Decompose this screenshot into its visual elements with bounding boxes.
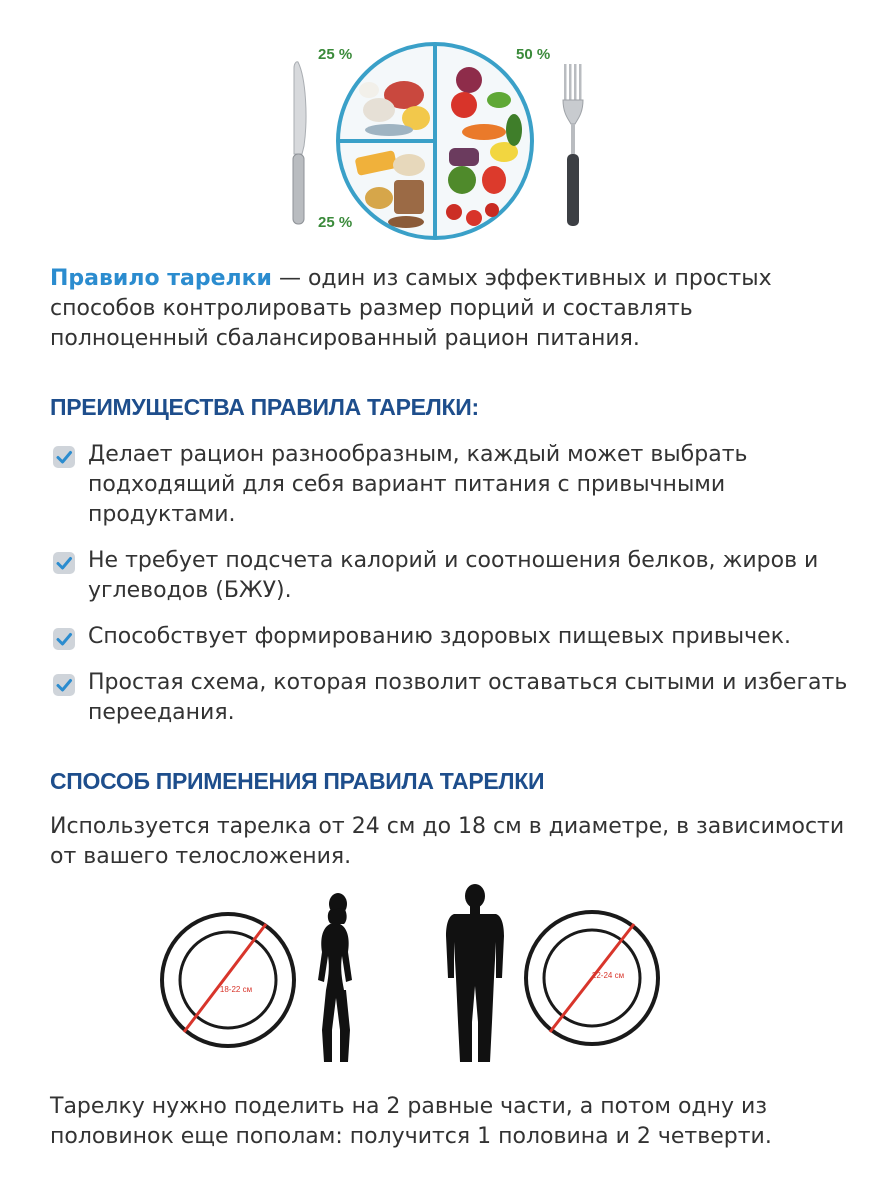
list-item (50, 622, 860, 652)
method-heading: СПОСОБ ПРИМЕНЕНИЯ ПРАВИЛА ТАРЕЛКИ (50, 768, 545, 794)
intro-text: — один из самых эффективных и простых способов контролировать размер порций и составлять полноценный сбалансированный рацион питания. (50, 266, 772, 351)
check-icon (52, 673, 76, 697)
division-text: Тарелку нужно поделить на 2 равные части, а потом одну из половинок еще пополам: получится 1 половина и 2 четверти. (50, 1094, 772, 1149)
fork-icon (560, 62, 586, 228)
plate-size-label-male: 22-24 см (591, 971, 625, 980)
benefit-text: Способствует формированию здоровых пищевых привычек. (88, 624, 791, 649)
list-item (50, 546, 860, 606)
plate-icon (334, 40, 536, 242)
method-text: Используется тарелка от 24 см до 18 см в диаметре, в зависимости от вашего телосложения. (50, 814, 845, 869)
check-icon (52, 627, 76, 651)
percent-protein: 25 % (318, 46, 353, 63)
benefits-heading: ПРЕИМУЩЕСТВА ПРАВИЛА ТАРЕЛКИ: (50, 394, 479, 420)
check-icon (52, 445, 76, 469)
intro-paragraph (50, 264, 850, 354)
list-item (50, 440, 860, 530)
plate-diagram-female (158, 910, 298, 1050)
percent-vegetables: 50 % (516, 46, 551, 63)
plate-diagram-male (522, 908, 662, 1048)
list-item (50, 668, 860, 728)
percent-carbs: 25 % (318, 214, 353, 231)
benefit-text: Делает рацион разнообразным, каждый может выбрать подходящий для себя вариант питания с привычными продуктами. (88, 442, 748, 527)
female-silhouette-icon (300, 890, 370, 1070)
plate-size-label-female: 18-22 см (219, 985, 253, 994)
check-icon (52, 551, 76, 575)
protein-food-icon (359, 81, 430, 136)
benefit-text: Простая схема, которая позволит оставаться сытыми и избегать переедания. (88, 670, 848, 725)
male-silhouette-icon (440, 882, 510, 1068)
knife-icon (284, 58, 314, 228)
benefit-text: Не требует подсчета калорий и соотношения белков, жиров и углеводов (БЖУ). (88, 548, 819, 603)
benefits-list (50, 440, 860, 744)
intro-highlight: Правило тарелки (50, 266, 272, 291)
